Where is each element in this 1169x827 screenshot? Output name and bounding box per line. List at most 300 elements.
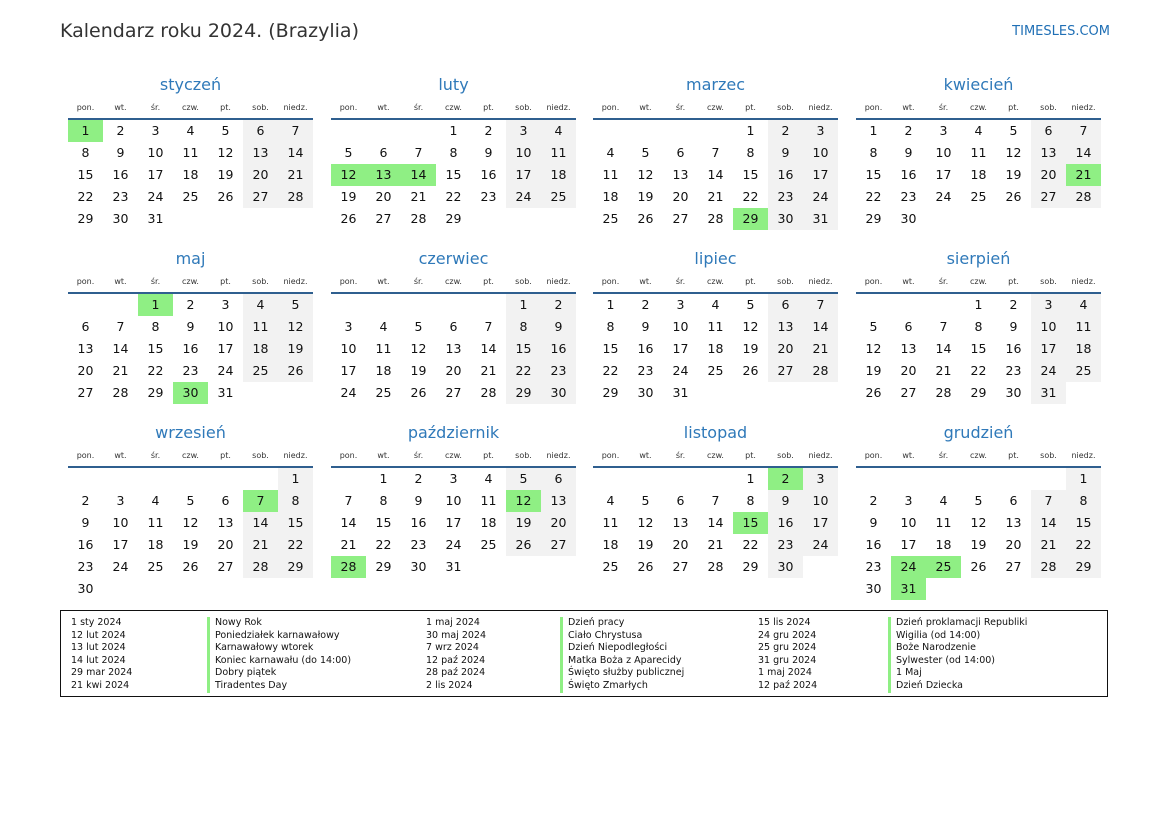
weekday-label: wt. <box>902 277 915 286</box>
day-cell: 28 <box>112 385 129 400</box>
day-cell: 1 <box>974 297 983 312</box>
day-cell: 4 <box>606 493 615 508</box>
day-cell: 22 <box>375 537 392 552</box>
day-cell: 23 <box>410 537 427 552</box>
day-cell: 24 <box>506 186 541 208</box>
day-cell: 7 <box>243 490 278 512</box>
day-cell: 8 <box>974 319 983 334</box>
day-cell: 13 <box>900 341 917 356</box>
empty-cell <box>961 468 996 490</box>
day-cell: 31 <box>803 208 838 230</box>
day-cell: 5 <box>641 493 650 508</box>
day-cell: 9 <box>641 319 650 334</box>
day-cell: 1 <box>68 120 103 142</box>
day-cell: 19 <box>637 537 654 552</box>
day-cell: 22 <box>742 189 759 204</box>
weekday-label: pon. <box>601 103 620 112</box>
day-cell: 13 <box>217 515 234 530</box>
day-cell: 20 <box>445 363 462 378</box>
weekday-label: pt. <box>745 103 756 112</box>
day-cell: 7 <box>1066 120 1101 142</box>
day-cell: 24 <box>147 189 164 204</box>
holiday-name: Wigilia (od 14:00) <box>888 630 1027 643</box>
day-cell: 30 <box>768 208 803 230</box>
day-cell: 9 <box>1009 319 1018 334</box>
weekday-label: niedz. <box>283 103 308 112</box>
day-cell: 23 <box>77 559 94 574</box>
day-cell: 23 <box>182 363 199 378</box>
day-cell: 23 <box>1005 363 1022 378</box>
day-cell: 13 <box>672 515 689 530</box>
day-cell: 30 <box>1005 385 1022 400</box>
holiday-name: Poniedziałek karnawałowy <box>207 630 351 643</box>
day-cell: 11 <box>602 167 619 182</box>
holiday-name: Koniec karnawału (do 14:00) <box>207 655 351 668</box>
day-cell: 9 <box>484 145 493 160</box>
day-cell: 15 <box>278 512 313 534</box>
day-cell: 14 <box>1031 512 1066 534</box>
day-cell: 23 <box>865 559 882 574</box>
holiday-name: 1 Maj <box>888 667 1027 680</box>
page-title: Kalendarz roku 2024. (Brazylia) <box>60 20 359 42</box>
month-name: marzec <box>685 75 745 94</box>
weekday-label: pt. <box>483 277 494 286</box>
day-cell: 17 <box>935 167 952 182</box>
day-cell: 18 <box>243 338 278 360</box>
weekday-label: pt. <box>745 451 756 460</box>
day-cell: 11 <box>602 515 619 530</box>
day-cell: 3 <box>904 493 913 508</box>
day-cell: 12 <box>1005 145 1022 160</box>
day-cell: 14 <box>707 515 724 530</box>
weekday-label: śr. <box>675 277 686 286</box>
empty-cell <box>891 468 926 490</box>
weekday-label: czw. <box>445 451 462 460</box>
day-cell: 21 <box>935 363 952 378</box>
day-cell: 11 <box>480 493 497 508</box>
weekday-label: pon. <box>339 103 358 112</box>
day-cell: 29 <box>506 382 541 404</box>
day-cell: 15 <box>445 167 462 182</box>
weekday-label: pon. <box>339 277 358 286</box>
day-cell: 12 <box>217 145 234 160</box>
day-cell: 29 <box>742 559 759 574</box>
day-cell: 6 <box>768 294 803 316</box>
day-cell: 26 <box>637 211 654 226</box>
day-cell: 10 <box>1031 316 1066 338</box>
day-cell: 25 <box>707 363 724 378</box>
day-cell: 27 <box>243 186 278 208</box>
day-cell: 10 <box>506 142 541 164</box>
weekday-header <box>68 98 313 120</box>
day-cell: 27 <box>77 385 94 400</box>
day-cell: 2 <box>484 123 493 138</box>
day-cell: 19 <box>217 167 234 182</box>
day-cell: 28 <box>803 360 838 382</box>
weekday-label: wt. <box>377 451 390 460</box>
day-cell: 19 <box>1005 167 1022 182</box>
day-cell: 30 <box>112 211 129 226</box>
day-cell: 20 <box>217 537 234 552</box>
day-cell: 15 <box>865 167 882 182</box>
holiday-name: Święto służby publicznej <box>560 667 684 680</box>
day-cell: 9 <box>81 515 90 530</box>
weekday-label: czw. <box>707 451 724 460</box>
month-name: lipiec <box>694 249 737 268</box>
holiday-date: 1 sty 2024 <box>71 617 122 628</box>
weekday-label: śr. <box>938 103 949 112</box>
weekday-label: wt. <box>114 451 127 460</box>
day-cell: 31 <box>147 211 164 226</box>
day-cell: 4 <box>939 493 948 508</box>
weekday-label: czw. <box>970 277 987 286</box>
month-name: wrzesień <box>155 423 226 442</box>
holiday-date: 29 mar 2024 <box>71 667 133 679</box>
day-cell: 27 <box>1031 186 1066 208</box>
day-cell: 24 <box>112 559 129 574</box>
day-cell: 2 <box>768 120 803 142</box>
month-name: październik <box>407 423 500 442</box>
day-cell: 26 <box>340 211 357 226</box>
weekday-label: niedz. <box>283 277 308 286</box>
day-cell: 6 <box>1009 493 1018 508</box>
day-cell: 12 <box>182 515 199 530</box>
day-cell: 7 <box>344 493 353 508</box>
day-cell: 7 <box>711 145 720 160</box>
weekday-label: śr. <box>938 277 949 286</box>
day-cell: 26 <box>410 385 427 400</box>
day-cell: 4 <box>711 297 720 312</box>
month-8 <box>856 246 1101 404</box>
day-grid <box>68 294 313 404</box>
day-cell: 31 <box>1031 382 1066 404</box>
day-cell: 5 <box>1009 123 1018 138</box>
weekday-label: niedz. <box>1071 277 1096 286</box>
day-cell: 24 <box>217 363 234 378</box>
holiday-date: 14 lut 2024 <box>71 654 126 666</box>
day-cell: 29 <box>375 559 392 574</box>
day-cell: 20 <box>375 189 392 204</box>
day-grid <box>593 120 838 230</box>
month-11 <box>593 420 838 578</box>
day-cell: 15 <box>742 167 759 182</box>
holiday-date: 13 lut 2024 <box>71 642 126 654</box>
day-cell: 10 <box>803 142 838 164</box>
day-cell: 25 <box>147 559 164 574</box>
day-cell: 24 <box>445 537 462 552</box>
weekday-label: pt. <box>745 277 756 286</box>
day-cell: 9 <box>869 515 878 530</box>
weekday-label: niedz. <box>808 451 833 460</box>
day-cell: 5 <box>641 145 650 160</box>
weekday-label: śr. <box>675 103 686 112</box>
day-cell: 11 <box>1066 316 1101 338</box>
day-cell: 24 <box>1031 360 1066 382</box>
weekday-label: wt. <box>639 277 652 286</box>
weekday-label: pt. <box>220 277 231 286</box>
day-cell: 20 <box>77 363 94 378</box>
day-cell: 3 <box>803 468 838 490</box>
weekday-label: wt. <box>639 451 652 460</box>
day-cell: 16 <box>480 167 497 182</box>
day-cell: 24 <box>891 556 926 578</box>
day-cell: 11 <box>935 515 952 530</box>
day-cell: 6 <box>541 468 576 490</box>
day-cell: 5 <box>344 145 353 160</box>
weekday-label: pt. <box>1008 103 1019 112</box>
weekday-header <box>856 98 1101 120</box>
day-cell: 18 <box>375 363 392 378</box>
day-cell: 28 <box>331 556 366 578</box>
day-cell: 23 <box>480 189 497 204</box>
day-cell: 1 <box>506 294 541 316</box>
month-name: grudzień <box>943 423 1014 442</box>
month-6 <box>331 246 576 404</box>
day-cell: 8 <box>1066 490 1101 512</box>
weekday-label: wt. <box>377 277 390 286</box>
day-cell: 16 <box>900 167 917 182</box>
day-cell: 1 <box>869 123 878 138</box>
day-cell: 4 <box>541 120 576 142</box>
day-cell: 20 <box>243 164 278 186</box>
day-cell: 16 <box>768 512 803 534</box>
day-cell: 24 <box>803 534 838 556</box>
day-cell: 2 <box>81 493 90 508</box>
holiday-name: Święto Zmarłych <box>560 680 684 693</box>
day-cell: 8 <box>746 145 755 160</box>
day-cell: 8 <box>81 145 90 160</box>
day-cell: 22 <box>278 534 313 556</box>
weekday-label: sob. <box>777 451 794 460</box>
day-cell: 21 <box>340 537 357 552</box>
weekday-label: niedz. <box>546 451 571 460</box>
day-cell: 10 <box>217 319 234 334</box>
day-cell: 14 <box>707 167 724 182</box>
weekday-label: pt. <box>483 103 494 112</box>
day-cell: 16 <box>637 341 654 356</box>
day-cell: 22 <box>445 189 462 204</box>
day-cell: 30 <box>410 559 427 574</box>
day-cell: 6 <box>676 493 685 508</box>
day-cell: 1 <box>606 297 615 312</box>
day-cell: 12 <box>865 341 882 356</box>
day-cell: 30 <box>768 556 803 578</box>
day-cell: 6 <box>904 319 913 334</box>
day-cell: 25 <box>1066 360 1101 382</box>
day-cell: 17 <box>1031 338 1066 360</box>
weekday-label: sob. <box>515 277 532 286</box>
day-cell: 19 <box>742 341 759 356</box>
holiday-name: Boże Narodzenie <box>888 642 1027 655</box>
day-cell: 24 <box>935 189 952 204</box>
day-cell: 17 <box>147 167 164 182</box>
day-cell: 25 <box>480 537 497 552</box>
empty-cell <box>208 468 243 490</box>
day-cell: 20 <box>1005 537 1022 552</box>
day-cell: 10 <box>935 145 952 160</box>
holiday-date: 1 maj 2024 <box>426 617 480 628</box>
empty-cell <box>698 120 733 142</box>
day-cell: 22 <box>970 363 987 378</box>
day-cell: 14 <box>803 316 838 338</box>
day-cell: 1 <box>746 471 755 486</box>
day-cell: 6 <box>449 319 458 334</box>
weekday-label: wt. <box>902 451 915 460</box>
day-cell: 16 <box>410 515 427 530</box>
day-cell: 12 <box>742 319 759 334</box>
weekday-label: pt. <box>1008 451 1019 460</box>
day-cell: 15 <box>1066 512 1101 534</box>
day-cell: 6 <box>676 145 685 160</box>
holiday-name: Ciało Chrystusa <box>560 630 684 643</box>
weekday-label: sob. <box>777 103 794 112</box>
day-cell: 18 <box>480 515 497 530</box>
day-cell: 21 <box>480 363 497 378</box>
holiday-name: Dobry piątek <box>207 667 351 680</box>
day-cell: 29 <box>733 208 768 230</box>
day-cell: 3 <box>151 123 160 138</box>
day-cell: 5 <box>186 493 195 508</box>
day-cell: 25 <box>602 211 619 226</box>
day-cell: 27 <box>768 360 803 382</box>
day-cell: 13 <box>77 341 94 356</box>
day-cell: 9 <box>186 319 195 334</box>
day-cell: 21 <box>707 189 724 204</box>
holiday-name: Dzień Dziecka <box>888 680 1027 693</box>
empty-cell <box>68 294 103 316</box>
day-cell: 25 <box>541 186 576 208</box>
day-cell: 12 <box>331 164 366 186</box>
day-cell: 23 <box>637 363 654 378</box>
day-cell: 7 <box>711 493 720 508</box>
holiday-dates-column <box>71 617 132 693</box>
day-cell: 30 <box>173 382 208 404</box>
day-cell: 10 <box>803 490 838 512</box>
day-cell: 26 <box>637 559 654 574</box>
day-cell: 11 <box>243 316 278 338</box>
empty-cell <box>628 120 663 142</box>
empty-cell <box>698 468 733 490</box>
day-cell: 17 <box>803 164 838 186</box>
weekday-label: czw. <box>970 103 987 112</box>
day-cell: 13 <box>445 341 462 356</box>
empty-cell <box>243 468 278 490</box>
day-cell: 19 <box>506 512 541 534</box>
day-cell: 11 <box>182 145 199 160</box>
day-cell: 29 <box>77 211 94 226</box>
day-grid <box>68 468 313 600</box>
day-cell: 24 <box>803 186 838 208</box>
day-cell: 5 <box>221 123 230 138</box>
weekday-label: pon. <box>339 451 358 460</box>
day-cell: 10 <box>112 515 129 530</box>
day-cell: 21 <box>410 189 427 204</box>
day-cell: 27 <box>541 534 576 556</box>
day-cell: 28 <box>707 211 724 226</box>
day-cell: 3 <box>221 297 230 312</box>
day-cell: 4 <box>186 123 195 138</box>
day-cell: 18 <box>970 167 987 182</box>
day-cell: 18 <box>707 341 724 356</box>
weekday-label: śr. <box>150 103 161 112</box>
empty-cell <box>471 294 506 316</box>
day-cell: 25 <box>970 189 987 204</box>
day-cell: 27 <box>672 211 689 226</box>
day-cell: 7 <box>1031 490 1066 512</box>
day-cell: 11 <box>147 515 164 530</box>
day-cell: 16 <box>182 341 199 356</box>
empty-cell <box>331 120 366 142</box>
day-cell: 29 <box>445 211 462 226</box>
weekday-header <box>331 272 576 294</box>
day-cell: 8 <box>379 493 388 508</box>
day-cell: 23 <box>112 189 129 204</box>
weekday-header <box>856 272 1101 294</box>
month-name: listopad <box>683 423 748 442</box>
day-cell: 13 <box>1005 515 1022 530</box>
day-cell: 30 <box>541 382 576 404</box>
weekday-label: śr. <box>413 277 424 286</box>
day-cell: 16 <box>541 338 576 360</box>
weekday-label: pon. <box>601 451 620 460</box>
day-cell: 26 <box>970 559 987 574</box>
day-cell: 12 <box>410 341 427 356</box>
day-cell: 3 <box>676 297 685 312</box>
day-cell: 17 <box>672 341 689 356</box>
holiday-date: 12 lut 2024 <box>71 629 126 641</box>
holiday-list <box>60 610 1108 697</box>
day-cell: 29 <box>147 385 164 400</box>
day-cell: 26 <box>217 189 234 204</box>
day-grid <box>331 120 576 230</box>
day-cell: 4 <box>974 123 983 138</box>
day-cell: 31 <box>445 559 462 574</box>
empty-cell <box>593 468 628 490</box>
day-cell: 28 <box>1031 556 1066 578</box>
day-cell: 2 <box>541 294 576 316</box>
day-cell: 7 <box>803 294 838 316</box>
day-cell: 26 <box>506 534 541 556</box>
day-cell: 1 <box>1066 468 1101 490</box>
day-cell: 17 <box>340 363 357 378</box>
day-cell: 18 <box>1066 338 1101 360</box>
day-grid <box>68 120 313 230</box>
day-grid <box>856 120 1101 230</box>
day-cell: 28 <box>410 211 427 226</box>
day-cell: 16 <box>1005 341 1022 356</box>
weekday-label: niedz. <box>808 103 833 112</box>
month-name: styczeń <box>159 75 222 94</box>
weekday-label: sob. <box>515 451 532 460</box>
day-cell: 5 <box>414 319 423 334</box>
weekday-label: wt. <box>114 277 127 286</box>
holiday-date: 30 maj 2024 <box>426 629 487 641</box>
month-3 <box>593 72 838 230</box>
empty-cell <box>663 468 698 490</box>
day-cell: 23 <box>768 186 803 208</box>
empty-cell <box>1031 468 1066 490</box>
day-cell: 19 <box>970 537 987 552</box>
day-cell: 1 <box>379 471 388 486</box>
day-grid <box>593 468 838 578</box>
weekday-label: pon. <box>76 103 95 112</box>
site-link[interactable]: TIMESLES.COM <box>1012 24 1110 39</box>
day-cell: 2 <box>641 297 650 312</box>
weekday-label: wt. <box>639 103 652 112</box>
day-cell: 15 <box>733 512 768 534</box>
day-cell: 13 <box>541 490 576 512</box>
day-cell: 13 <box>768 316 803 338</box>
